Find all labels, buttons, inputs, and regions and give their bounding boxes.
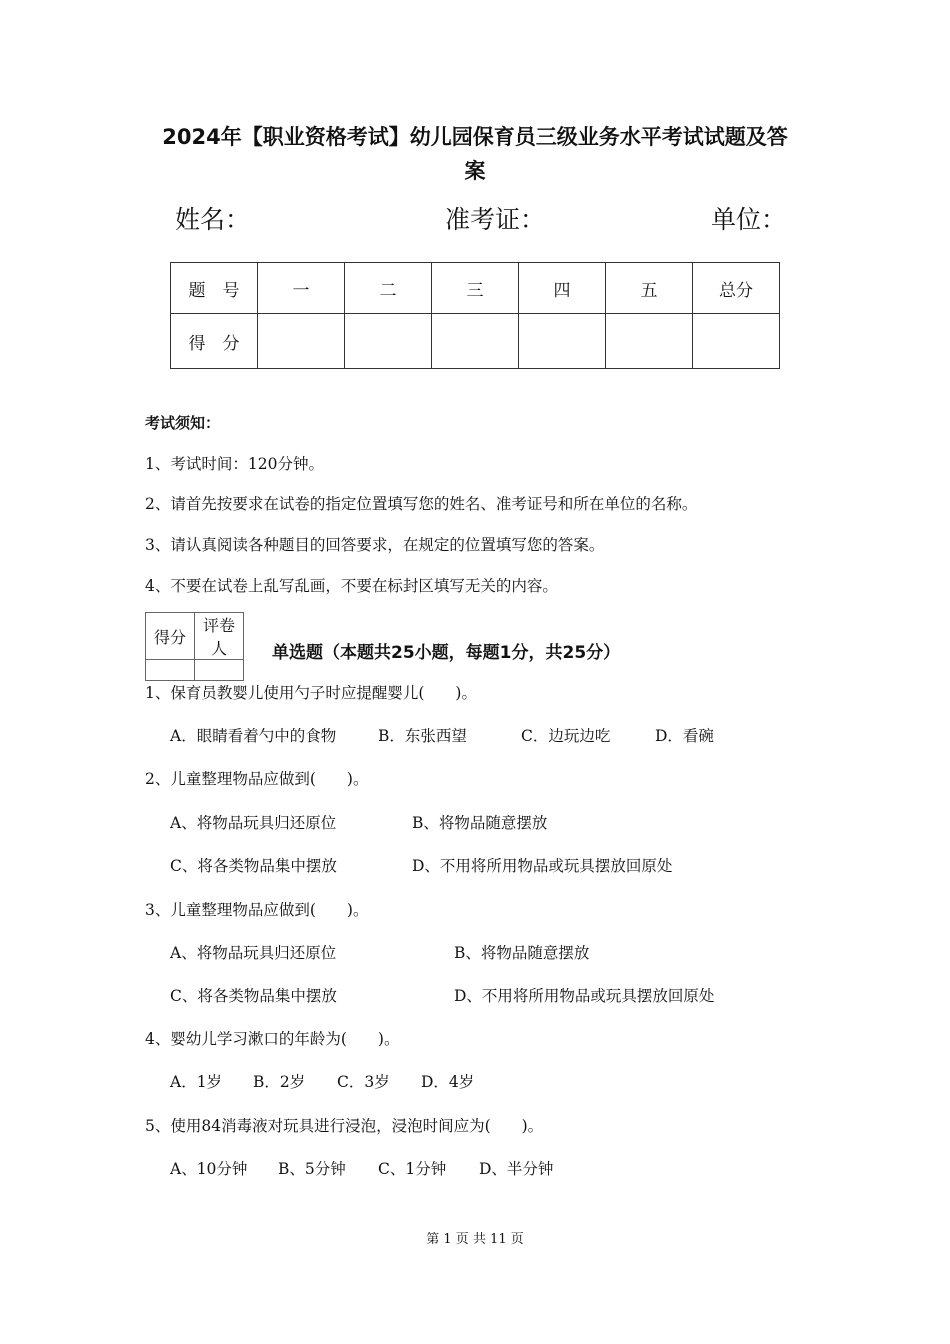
score-table <box>170 262 780 369</box>
question-option: C．边玩边吃 <box>521 727 611 745</box>
question-option: D．看碗 <box>655 727 714 745</box>
section-title: 单选题（本题共25小题，每题1分，共25分） <box>272 643 621 663</box>
note-item: 2、请首先按要求在试卷的指定位置填写您的姓名、准考证号和所在单位的名称。 <box>145 495 698 513</box>
score-table-score-row <box>171 314 780 369</box>
note-item: 3、请认真阅读各种题目的回答要求，在规定的位置填写您的答案。 <box>145 536 605 554</box>
score-table-header-cell: 二 <box>345 263 432 314</box>
score-cell[interactable] <box>519 314 606 369</box>
title-line-2: 案 <box>464 159 486 183</box>
question-option: B、将物品随意摆放 <box>454 944 590 962</box>
question-stem: 4、婴幼儿学习漱口的年龄为( )。 <box>145 1030 400 1048</box>
question-option: C、1分钟 <box>378 1160 447 1178</box>
score-table-header-cell: 四 <box>519 263 606 314</box>
unit-label: 单位： <box>711 205 787 234</box>
grader-name-cell[interactable] <box>195 660 244 681</box>
question-option: C、将各类物品集中摆放 <box>170 987 337 1005</box>
name-label: 姓名： <box>175 205 251 234</box>
question-stem: 2、儿童整理物品应做到( )。 <box>145 770 369 788</box>
title-line-1: 2024年【职业资格考试】幼儿园保育员三级业务水平考试试题及答 <box>162 125 788 149</box>
note-item: 1、考试时间：120分钟。 <box>145 455 324 473</box>
question-option: B、5分钟 <box>278 1160 346 1178</box>
question-option: A．1岁 <box>170 1073 223 1091</box>
score-cell[interactable] <box>345 314 432 369</box>
notes-heading: 考试须知： <box>145 414 221 432</box>
question-option: D．4岁 <box>421 1073 475 1091</box>
question-stem: 5、使用84消毒液对玩具进行浸泡，浸泡时间应为( )。 <box>145 1117 544 1135</box>
question-stem: 3、儿童整理物品应做到( )。 <box>145 901 369 919</box>
grader-score-cell[interactable] <box>146 660 195 681</box>
score-table-header-row <box>171 263 780 314</box>
score-table-header-cell: 总分 <box>693 263 780 314</box>
grader-name-label: 评卷人 <box>195 613 244 660</box>
question-option: D、不用将所用物品或玩具摆放回原处 <box>412 857 673 875</box>
question-option: B．东张西望 <box>378 727 467 745</box>
question-option: C、将各类物品集中摆放 <box>170 857 337 875</box>
score-table-header-cell: 五 <box>606 263 693 314</box>
score-row-label: 得 分 <box>171 314 258 369</box>
score-cell[interactable] <box>693 314 780 369</box>
page-title <box>130 120 820 188</box>
score-table-header-cell: 一 <box>258 263 345 314</box>
score-cell[interactable] <box>606 314 693 369</box>
score-cell[interactable] <box>258 314 345 369</box>
score-cell[interactable] <box>432 314 519 369</box>
question-option: A、10分钟 <box>170 1160 248 1178</box>
candidate-info-row <box>175 200 787 240</box>
grader-box <box>145 612 244 681</box>
page-number-footer: 第 1 页 共 11 页 <box>426 1232 524 1247</box>
score-table-header-cell: 三 <box>432 263 519 314</box>
score-table-header-cell: 题 号 <box>171 263 258 314</box>
question-option: D、不用将所用物品或玩具摆放回原处 <box>454 987 715 1005</box>
question-option: B．2岁 <box>253 1073 306 1091</box>
question-option: B、将物品随意摆放 <box>412 814 548 832</box>
grader-score-label: 得分 <box>146 613 195 660</box>
question-stem: 1、保育员教婴儿使用勺子时应提醒婴儿( )。 <box>145 684 477 702</box>
exam-number-label: 准考证： <box>445 205 546 234</box>
question-option: A．眼睛看着勺中的食物 <box>170 727 337 745</box>
note-item: 4、不要在试卷上乱写乱画，不要在标封区填写无关的内容。 <box>145 577 558 595</box>
question-option: D、半分钟 <box>479 1160 554 1178</box>
question-option: A、将物品玩具归还原位 <box>170 814 337 832</box>
question-option: A、将物品玩具归还原位 <box>170 944 337 962</box>
question-option: C．3岁 <box>337 1073 390 1091</box>
